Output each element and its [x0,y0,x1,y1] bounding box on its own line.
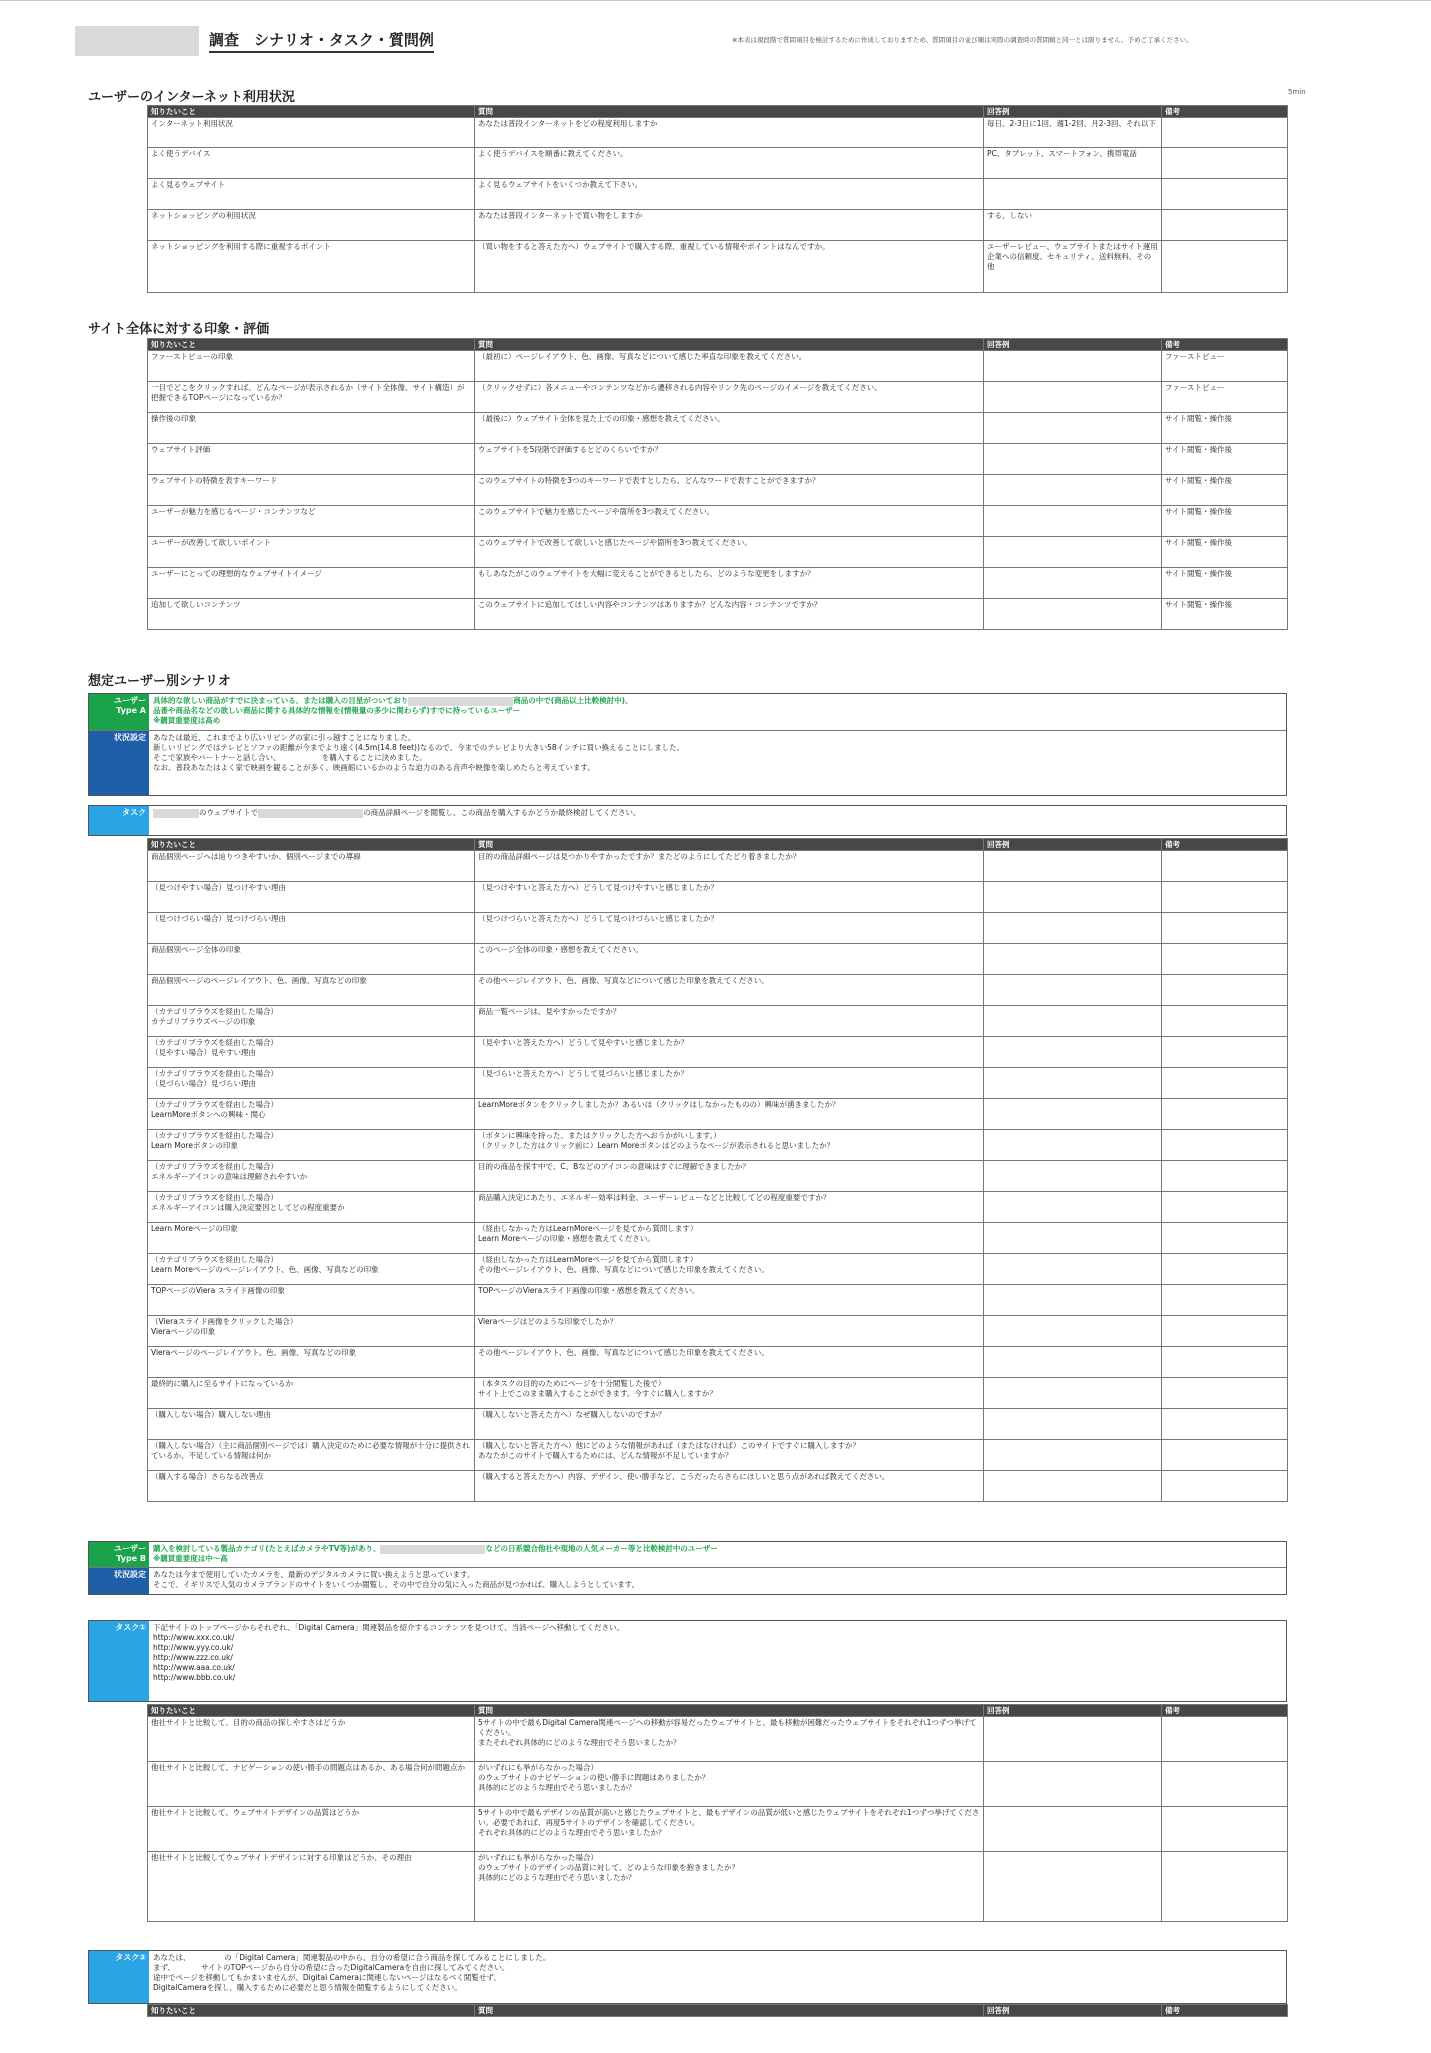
table-cell: このページ全体の印象・感想を教えてください。 [475,944,984,975]
redacted-brand [153,809,199,818]
redacted-brand [408,697,513,706]
table-cell [984,1161,1162,1192]
table-cell [984,882,1162,913]
table-cell: （見つけづらい場合）見つけづらい理由 [148,913,475,944]
table-cell: ウェブサイトの特徴を表すキーワード [148,475,475,506]
top-divider [0,0,1431,1]
column-header-notes: 備考 [1162,1705,1288,1717]
type-a-status-text: あなたは最近、これまでより広いリビングの家に引っ越すことになりました。 新しいリビングではテレビとソファの距離が今までより遠く(4.5m(14.8 feet))なるので、今までのテレビより大きい58インチに買い換えることにしました。 そこで家族やパートナーと話し合い、 を購入することに決めました。 なお、普段あなたはよく家で映画を観ることが多く、映画館にいるかのような迫力のある音声や映像を楽しめたらと考えています。 [153,733,685,772]
table-cell: PC、タブレット、スマートフォン、携帯電話 [984,148,1162,179]
task-text-part2: の商品詳細ページを閲覧し、この商品を購入するかどうか最終検討してください。 [363,808,641,817]
table-cell: よく見るウェブサイトをいくつか教えて下さい。 [475,179,984,210]
table-cell [984,1099,1162,1130]
table-cell [984,1347,1162,1378]
table-row [148,1037,1288,1068]
url-item: http://www.bbb.co.uk/ [153,1673,236,1682]
table-row [148,210,1288,241]
table-cell [984,1254,1162,1285]
table-cell: （カテゴリブラウズを経由した場合） LearnMoreボタンへの興味・関心 [148,1099,475,1130]
table-cell: （最初に）ページレイアウト、色、画像、写真などについて感じた率直な印象を教えてください。 [475,351,984,382]
table-cell [984,1285,1162,1316]
column-header-answer-example: 回答例 [984,339,1162,351]
table-cell [1162,1409,1288,1440]
table-row [148,1852,1288,1922]
page-title: 調査 シナリオ・タスク・質問例 [209,29,434,53]
table-row [148,1316,1288,1347]
table-cell: （カテゴリブラウズを経由した場合） （見づらい場合）見づらい理由 [148,1068,475,1099]
table-cell: TOPページのViera スライド画像の印象 [148,1285,475,1316]
table-cell [984,599,1162,630]
table-cell [1162,1006,1288,1037]
table-cell: 最終的に購入に至るサイトになっているか [148,1378,475,1409]
column-header-answer-example: 回答例 [984,106,1162,118]
type-a-description-row [89,694,1286,731]
type-a-task-text [149,806,1286,835]
table-cell: 5サイトの中で最もデザインの品質が高いと感じたウェブサイトと、最もデザインの品質が低いと感じたウェブサイトをそれぞれ1つずつ挙げてください。必要であれば、再度5サイトのデザインを確認してください。 それぞれ具体的にどのような理由でそう思いましたか？ [475,1807,984,1852]
table-cell: その他ページレイアウト、色、画像、写真などについて感じた印象を教えてください。 [475,1347,984,1378]
table-cell: 他社サイトと比較して、目的の商品の探しやすさはどうか [148,1717,475,1762]
table-cell: よく見るウェブサイト [148,179,475,210]
table-cell [1162,1068,1288,1099]
table-cell [1162,1192,1288,1223]
table-row [148,351,1288,382]
table-cell: ウェブサイトを5段階で評価するとどのくらいですか？ [475,444,984,475]
table-row [148,382,1288,413]
table-cell: （見やすいと答えた方へ）どうして見やすいと感じましたか？ [475,1037,984,1068]
table-cell [984,1409,1162,1440]
table-cell: 商品個別ページ全体の印象 [148,944,475,975]
table-cell: ファーストビュー [1162,351,1288,382]
type-b-task-2 [88,1950,1287,2004]
table-row [148,1192,1288,1223]
table-cell [984,413,1162,444]
table-row [148,1409,1288,1440]
table-cell: （購入すると答えた方へ）内容、デザイン、使い勝手など、こうだったらさらにほしいと思う点があれば教えてください。 [475,1471,984,1502]
column-header-notes: 備考 [1162,839,1288,851]
table-cell: （カテゴリブラウズを経由した場合） Learn Moreボタンの印象 [148,1130,475,1161]
table-cell [984,1316,1162,1347]
table-cell [1162,1378,1288,1409]
scenario-type-b [88,1541,1287,1595]
table-cell: サイト閲覧・操作後 [1162,537,1288,568]
table-row [148,537,1288,568]
table-cell: （カテゴリブラウズを経由した場合） Learn Moreページのページレイアウト、色、画像、写真などの印象 [148,1254,475,1285]
section-title-user-scenarios: 想定ユーザー別シナリオ [88,674,231,689]
table-cell: Vieraページのページレイアウト、色、画像、写真などの印象 [148,1347,475,1378]
table-row [148,913,1288,944]
table-cell: （クリックせずに）各メニューやコンテンツなどから遷移される内容やリンク先のページのイメージを教えてください。 [475,382,984,413]
table-cell: する、しない [984,210,1162,241]
table-cell: （購入しないと答えた方へ）なぜ購入しないのですか？ [475,1409,984,1440]
type-a-desc-part3: 品番や商品名などの欲しい商品に関する具体的な情報を(情報量の多少に関わらず)すでに持っているユーザー ※購買重要度は高め [153,706,521,725]
type-b-description-row [89,1542,1286,1568]
table-row [148,944,1288,975]
table-cell [1162,1037,1288,1068]
column-header-answer-example: 回答例 [984,839,1162,851]
table-cell [984,444,1162,475]
type-b-desc-part3: ※購買重要度は中〜高 [153,1554,228,1563]
table-cell [984,1378,1162,1409]
table-cell: あなたは普段インターネットをどの程度利用しますか [475,118,984,148]
internet-usage-table [147,105,1288,293]
table-row [148,1347,1288,1378]
type-a-description [149,694,1286,730]
type-a-desc-part1: 具体的な欲しい商品がすでに決まっている、または購入の目星がついており [153,696,409,705]
type-a-task-row [89,806,1286,835]
table-cell [984,1440,1162,1471]
table-cell [984,351,1162,382]
table-cell: 目的の商品を探す中で、C、Bなどのアイコンの意味はすぐに理解できましたか？ [475,1161,984,1192]
table-cell: サイト閲覧・操作後 [1162,599,1288,630]
table-cell: （購入しない場合）（主に商品個別ページでは）購入決定のために必要な情報が十分に提供されているか、不足している情報は何か [148,1440,475,1471]
table-cell [1162,1130,1288,1161]
site-impression-table [147,338,1288,630]
table-cell: （カテゴリブラウズを経由した場合） カテゴリブラウズページの印象 [148,1006,475,1037]
column-header-goal: 知りたいこと [148,839,475,851]
table-cell: （カテゴリブラウズを経由した場合） （見やすい場合）見やすい理由 [148,1037,475,1068]
table-cell [984,1192,1162,1223]
table-cell: あなたは普段インターネットで買い物をしますか [475,210,984,241]
table-cell [984,1223,1162,1254]
table-row [148,1006,1288,1037]
table-cell: Vieraページはどのような印象でしたか？ [475,1316,984,1347]
type-b-task-1-row [89,1621,1286,1701]
table-cell: 商品個別ページのページレイアウト、色、画像、写真などの印象 [148,975,475,1006]
document-header [75,26,434,56]
type-b-task-1 [88,1620,1287,1702]
url-item: http://www.xxx.co.uk/ [153,1633,235,1642]
table-cell: （Vieraスライド画像をクリックした場合） Vieraページの印象 [148,1316,475,1347]
table-row [148,1223,1288,1254]
table-row [148,506,1288,537]
table-body [148,118,1288,293]
table-row [148,241,1288,293]
table-cell [984,179,1162,210]
table-cell [984,506,1162,537]
table-row [148,1161,1288,1192]
table-cell: このウェブサイトの特徴を3つのキーワードで表すとしたら、どんなワードで表すことができますか？ [475,475,984,506]
column-header-answer-example: 回答例 [984,1705,1162,1717]
table-body [148,1717,1288,1922]
table-row [148,1762,1288,1807]
table-row [148,1378,1288,1409]
table-cell [984,851,1162,882]
table-cell: 商品個別ページへは辿りつきやすいか、個別ページまでの導線 [148,851,475,882]
type-a-label: ユーザー Type A [89,694,149,730]
section-time: 5min [1288,88,1306,96]
table-cell: 商品購入決定にあたり、エネルギー効率は料金、ユーザーレビューなどと比較してどの程度重要ですか？ [475,1192,984,1223]
column-header-notes: 備考 [1162,106,1288,118]
task-1-label: タスク① [89,1621,149,1701]
table-cell: 毎日、2-3日に1回、週1-2回、月2-3回、それ以下 [984,118,1162,148]
url-item: http://www.aaa.co.uk/ [153,1663,235,1672]
table-cell [1162,241,1288,293]
table-cell: このウェブサイトで魅力を感じたページや箇所を3つ教えてください。 [475,506,984,537]
table-row [148,475,1288,506]
table-cell: サイト閲覧・操作後 [1162,413,1288,444]
type-b-task-1-text [149,1621,1286,1701]
table-cell [984,1471,1162,1502]
table-cell: （見つけやすいと答えた方へ）どうして見つけやすいと感じましたか？ [475,882,984,913]
table-cell: （カテゴリブラウズを経由した場合） エネルギーアイコンは購入決定要因としてどの程度重要か [148,1192,475,1223]
table-cell: よく使うデバイス [148,148,475,179]
table-row [148,444,1288,475]
table-cell [1162,1717,1288,1762]
table-row [148,118,1288,148]
table-cell [1162,1099,1288,1130]
table-cell [984,382,1162,413]
table-row [148,1285,1288,1316]
table-row [148,148,1288,179]
table-cell: LearnMoreボタンをクリックしましたか？あるいは（クリックはしなかったものの）興味が湧きましたか？ [475,1099,984,1130]
table-cell [984,537,1162,568]
section-title-site-impression: サイト全体に対する印象・評価 [88,322,270,337]
table-cell [1162,1254,1288,1285]
column-header-goal: 知りたいこと [148,106,475,118]
table-cell: ユーザーが改善して欲しいポイント [148,537,475,568]
table-cell: ウェブサイト評価 [148,444,475,475]
table-cell: 商品一覧ページは、見やすかったですか？ [475,1006,984,1037]
table-cell: サイト閲覧・操作後 [1162,506,1288,537]
table-cell: がいずれにも挙がらなかった場合） のウェブサイトのナビゲーションの使い勝手に問題はありましたか？ 具体的にどのような理由でそう思いましたか？ [475,1762,984,1807]
table-cell: このウェブサイトに追加してほしい内容やコンテンツはありますか？どんな内容・コンテンツですか？ [475,599,984,630]
type-b-status-text: あなたは今まで使用していたカメラを、最新のデジタルカメラに買い換えようと思っています。 そこで、イギリスで人気のカメラブランドのサイトをいくつか閲覧し、その中で自分の気に入った商品が見つかれば、購入しようとしています。 [153,1570,640,1589]
table-cell: その他ページレイアウト、色、画像、写真などについて感じた印象を教えてください。 [475,975,984,1006]
table-row [148,1130,1288,1161]
task-text-part1: のウェブサイトで [199,808,259,817]
table-cell: もしあなたがこのウェブサイトを大幅に変えることができるとしたら、どのような変更をしますか？ [475,568,984,599]
table-row [148,1099,1288,1130]
table-cell [984,1130,1162,1161]
table-cell: TOPページのVieraスライド画像の印象・感想を教えてください。 [475,1285,984,1316]
url-list [153,1633,1282,1683]
table-cell: サイト閲覧・操作後 [1162,475,1288,506]
table-cell: （購入しない場合）購入しない理由 [148,1409,475,1440]
table-cell [1162,975,1288,1006]
table-row [148,975,1288,1006]
table-cell: 操作後の印象 [148,413,475,444]
table-cell: （見つけづらいと答えた方へ）どうして見つけづらいと感じましたか？ [475,913,984,944]
table-cell: サイト閲覧・操作後 [1162,444,1288,475]
column-header-notes: 備考 [1162,2005,1288,2017]
table-cell [1162,148,1288,179]
column-header-question: 質問 [475,106,984,118]
table-cell [1162,1223,1288,1254]
table-cell [1162,1285,1288,1316]
table-cell [1162,179,1288,210]
table-cell: （経由しなかった方はLearnMoreページを見てから質問します） その他ページレイアウト、色、画像、写真などについて感じた印象を教えてください。 [475,1254,984,1285]
type-b-task-2-table [147,2004,1288,2017]
type-a-question-table [147,838,1288,1502]
table-cell [1162,913,1288,944]
table-cell [984,475,1162,506]
table-cell: （購入する場合）さらなる改善点 [148,1471,475,1502]
table-cell: インターネット利用状況 [148,118,475,148]
table-cell: 5サイトの中で最もDigital Camera関連ページへの移動が容易だったウェブサイトと、最も移動が困難だったウェブサイトをそれぞれ1つずつ挙げてください。 またそれぞれ具体的にどのような理由でそう思いましたか？ [475,1717,984,1762]
column-header-goal: 知りたいこと [148,339,475,351]
table-cell [984,1006,1162,1037]
table-cell: このウェブサイトで改善して欲しいと感じたページや箇所を3つ教えてください。 [475,537,984,568]
status-setting-label: 状況設定 [89,731,149,795]
table-cell: （経由しなかった方はLearnMoreページを見てから質問します） Learn Moreページの印象・感想を教えてください。 [475,1223,984,1254]
column-header-goal: 知りたいこと [148,1705,475,1717]
type-b-label: ユーザー Type B [89,1542,149,1567]
table-cell: 一目でどこをクリックすれば、どんなページが表示されるか（サイト全体像、サイト構造）が把握できるTOPページになっているか？ [148,382,475,413]
table-cell: ユーザーが魅力を感じるページ・コンテンツなど [148,506,475,537]
table-row [148,1807,1288,1852]
table-cell [984,1068,1162,1099]
table-cell [984,1852,1162,1922]
table-cell [1162,210,1288,241]
table-cell [1162,1807,1288,1852]
table-row [148,1440,1288,1471]
type-a-task [88,805,1287,836]
table-cell [1162,1161,1288,1192]
table-cell: （買い物をすると答えた方へ）ウェブサイトで購入する際、重視している情報やポイントはなんですか。 [475,241,984,293]
type-b-task-2-row [89,1951,1286,2003]
redacted-brand [380,1545,485,1554]
table-cell: （購入しないと答えた方へ）他にどのような情報があれば（またはなければ）このサイトですぐに購入しますか？ あなたがこのサイトで購入するためには、どんな情報が不足していますか？ [475,1440,984,1471]
table-cell: ファーストビューの印象 [148,351,475,382]
table-cell: ユーザーにとっての理想的なウェブサイトイメージ [148,568,475,599]
type-b-desc-part1: 購入を検討している製品カテゴリ(たとえばカメラやTV等)があり、 [153,1544,381,1553]
url-item: http://www.zzz.co.uk/ [153,1653,233,1662]
table-cell [1162,1347,1288,1378]
column-header-goal: 知りたいこと [148,2005,475,2017]
type-b-task-2-text: あなたは、 の「Digital Camera」関連製品の中から、自分の希望に合う商品を探してみることにしました。 まず、 サイトのTOPページから自分の希望に合ったDigitalCameraを自由に探してみてください。 途中でページを移動してもかまいませんが、Digital Cameraに関連しないページはなるべく閲覧せず、 DigitalCameraを探し、購入するために必要だと思う情報を閲覧するようにしてください。 [153,1953,551,1992]
task-2-label: タスク② [89,1951,149,2003]
type-b-status-row [89,1568,1286,1594]
table-row [148,1068,1288,1099]
column-header-question: 質問 [475,1705,984,1717]
table-cell: サイト閲覧・操作後 [1162,568,1288,599]
table-cell: （最後に）ウェブサイト全体を見た上での印象・感想を教えてください。 [475,413,984,444]
table-row [148,882,1288,913]
table-body [148,851,1288,1502]
table-cell: （本タスクの目的のためにページを十分閲覧した後で） サイト上でこのまま購入することができます。今すぐに購入しますか？ [475,1378,984,1409]
table-row [148,568,1288,599]
table-cell: Learn Moreページの印象 [148,1223,475,1254]
column-header-answer-example: 回答例 [984,2005,1162,2017]
table-cell [984,1717,1162,1762]
type-b-desc-part2: などの日系競合他社や現地の人気メーカー等と比較検討中のユーザー [485,1544,718,1553]
table-row [148,1717,1288,1762]
redacted-product [258,809,363,818]
header-note: ※本表は現段階で質問項目を検討するために作成しておりますため、質問項目の並び順は実際の調査時の質問順と同一とは限りません。予めご了承ください。 [732,36,1193,44]
table-row [148,851,1288,882]
table-cell [984,568,1162,599]
scenario-type-a [88,693,1287,796]
table-cell: 他社サイトと比較して、ナビゲーションの使い勝手の問題点はあるか、ある場合何が問題点か [148,1762,475,1807]
table-cell [984,1762,1162,1807]
redacted-company-name [75,26,199,56]
table-cell [984,944,1162,975]
table-cell: （見つけやすい場合）見つけやすい理由 [148,882,475,913]
table-cell [1162,118,1288,148]
table-cell [984,913,1162,944]
column-header-notes: 備考 [1162,339,1288,351]
table-cell [1162,1852,1288,1922]
table-row [148,1471,1288,1502]
table-cell: 追加して欲しいコンテンツ [148,599,475,630]
table-cell: ネットショッピングの利用状況 [148,210,475,241]
column-header-question: 質問 [475,2005,984,2017]
table-body [148,351,1288,630]
table-row [148,1254,1288,1285]
task-1-instruction: 下記サイトのトップページからそれぞれ、「Digital Camera」関連製品を紹介するコンテンツを見つけて、当該ページへ移動してください。 [153,1623,624,1632]
table-cell: よく使うデバイスを順番に教えてください。 [475,148,984,179]
table-cell: ネットショッピングを利用する際に重視するポイント [148,241,475,293]
table-row [148,599,1288,630]
type-b-description [149,1542,1286,1567]
type-a-desc-part2: 商品の中で(商品以上比較検討中)、 [513,696,633,705]
type-a-status-row [89,731,1286,795]
table-row [148,413,1288,444]
table-cell [1162,1471,1288,1502]
type-b-question-table [147,1704,1288,1922]
table-cell [984,1037,1162,1068]
status-setting-label: 状況設定 [89,1568,149,1594]
column-header-question: 質問 [475,839,984,851]
table-cell: （見づらいと答えた方へ）どうして見づらいと感じましたか？ [475,1068,984,1099]
task-label: タスク [89,806,149,835]
table-cell: ファーストビュー [1162,382,1288,413]
table-cell [1162,1440,1288,1471]
table-cell [1162,851,1288,882]
table-cell: （ボタンに興味を持った、またはクリックした方へおうかがいします。） （クリックした方はクリック前に）Learn Moreボタンはどのようなページが表示されると思いましたか？ [475,1130,984,1161]
table-cell [984,975,1162,1006]
table-cell: 目的の商品詳細ページは見つかりやすかったですか？またどのようにしてたどり着きましたか？ [475,851,984,882]
table-cell [1162,944,1288,975]
table-cell [1162,882,1288,913]
table-cell: がいずれにも挙がらなかった場合） のウェブサイトのデザインの品質に対して、どのような印象を抱きましたか？ 具体的にどのような理由でそう思いましたか？ [475,1852,984,1922]
table-cell [1162,1762,1288,1807]
table-cell: 他社サイトと比較してウェブサイトデザインに対する印象はどうか、その理由 [148,1852,475,1922]
table-cell [1162,1316,1288,1347]
table-row [148,179,1288,210]
table-cell: 他社サイトと比較して、ウェブサイトデザインの品質はどうか [148,1807,475,1852]
table-cell: ユーザーレビュー、ウェブサイトまたはサイト運用企業への信頼度、セキュリティ、送料無料、その他 [984,241,1162,293]
table-cell [984,1807,1162,1852]
column-header-question: 質問 [475,339,984,351]
table-cell: （カテゴリブラウズを経由した場合） エネルギーアイコンの意味は理解されやすいか [148,1161,475,1192]
url-item: http://www.yyy.co.uk/ [153,1643,234,1652]
section-title-internet-usage: ユーザーのインターネット利用状況 [88,90,295,105]
